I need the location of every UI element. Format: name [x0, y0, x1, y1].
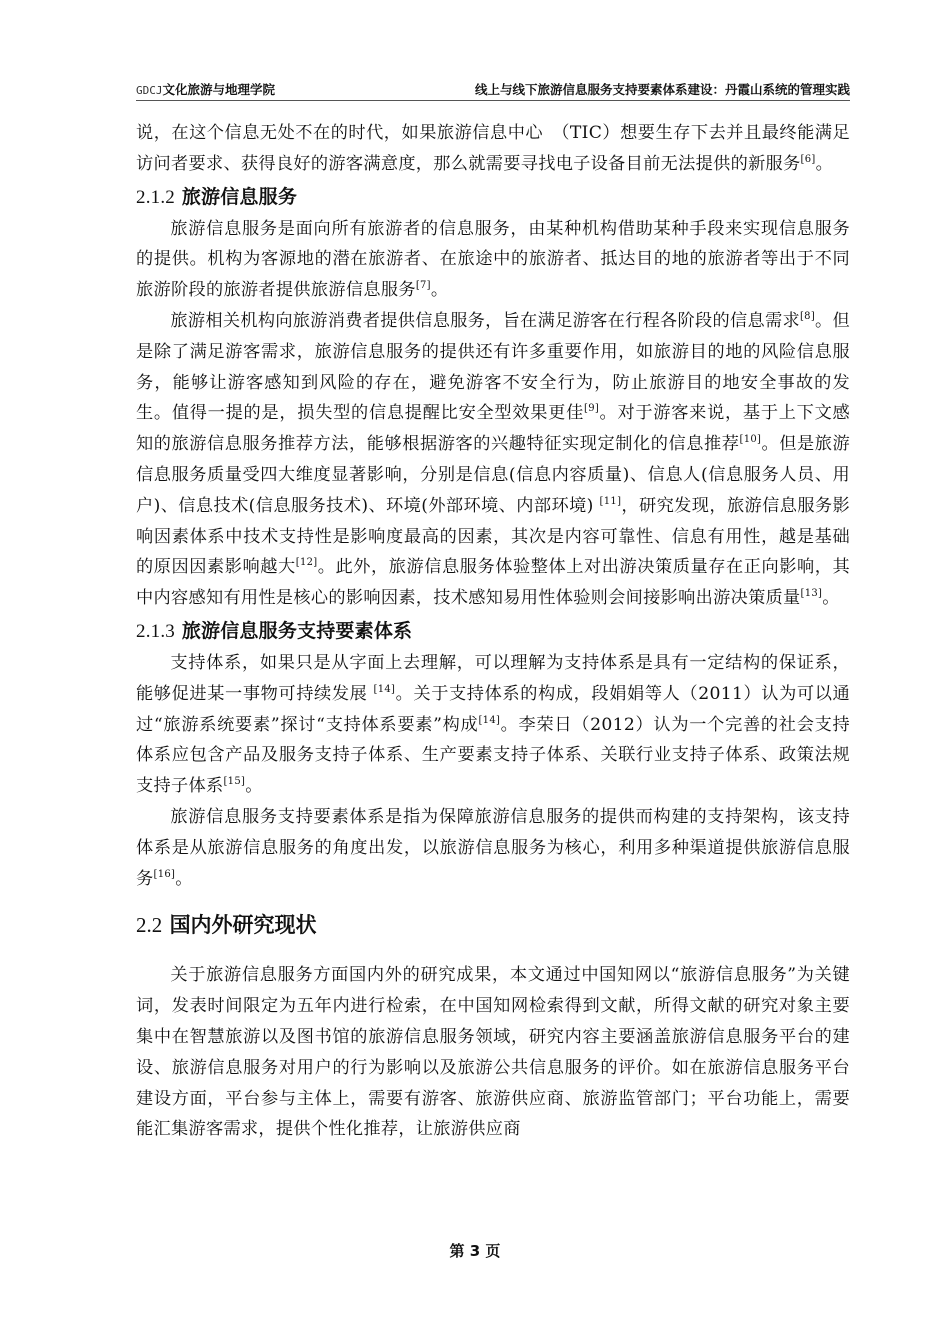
paragraph-text: 。对于游客来说，基于上下文感知的旅游信息服务推荐方法，能够根据游客的兴趣特征实现定制化的信息推荐	[136, 403, 850, 455]
punctuation: 。	[175, 868, 193, 889]
heading-title: 国内外研究现状	[169, 913, 317, 938]
paragraph-text: 关于旅游信息服务方面国内外的研究成果，本文通过中国知网以“旅游信息服务”为关键词，发表时间限定为五年内进行检索，在中国知网检索得到文献，所得文献的研究对象主要集中在智慧旅游以及图书馆的旅游信息服务领域，研究内容主要涵盖旅游信息服务平台的建设、旅游信息服务对用户的行为影响以及旅游公共信息服务的评价。如在旅游信息服务平台建设方面，平台参与主体上，需要有游客、旅游供应商、旅游监管部门；平台功能上，需要能汇集游客需求，提供个性化推荐，让旅游供应商	[136, 965, 850, 1140]
citation-ref: [13]	[800, 588, 823, 600]
paragraph-text: 。关于支持体系的构成，段娟娟等人（2011）认为可以通过“旅游系统要素”探讨“支持体系要素”构成	[136, 683, 850, 735]
paragraph	[136, 306, 850, 614]
header-code: GDCJ	[136, 84, 163, 97]
page-body	[136, 118, 850, 1145]
citation-ref: [16]	[153, 868, 176, 880]
header-school-name: 文化旅游与地理学院	[162, 82, 276, 97]
heading-number: 2.1.2	[136, 186, 175, 208]
paragraph	[136, 960, 850, 1145]
citation-ref: [7]	[415, 280, 431, 292]
paragraph-text: ，研究发现，旅游信息服务影响因素体系中技术支持性是影响度最高的因素，其次是内容可靠性、信息有用性，越是基础的原因因素影响越大	[136, 495, 850, 578]
punctuation: 。	[815, 153, 834, 174]
punctuation: 。	[430, 280, 449, 301]
heading-2-1-2	[136, 182, 850, 213]
paragraph-text: 旅游信息服务是面向所有旅游者的信息服务，由某种机构借助某种手段来实现信息服务的提供。机构为客源地的潜在旅游者、在旅途中的旅游者、抵达目的地的旅游者等出于不同旅游阶段的旅游者提供旅游信息服务	[136, 218, 850, 301]
page-number: 第 3 页	[449, 1242, 501, 1260]
citation-ref: [14]	[478, 714, 501, 726]
header-divider	[136, 100, 850, 101]
running-header	[136, 78, 850, 100]
paragraph-text: 。此外，旅游信息服务体验整体上对出游决策质量存在正向影响，其中内容感知有用性是核心的影响因素，技术感知易用性体验则会间接影响出游决策质量	[136, 557, 850, 609]
paragraph-text: 。但是旅游信息服务质量受四大维度显著影响，分别是信息(信息内容质量)、信息人(信息服务人员、用户)、信息技术(信息服务技术)、环境(外部环境、内部环境)	[136, 434, 850, 516]
citation-ref: [15]	[223, 776, 246, 788]
header-institution	[136, 80, 275, 98]
paragraph-text: 。李荣日（2012）认为一个完善的社会支持体系应包含产品及服务支持子体系、生产要素支持子体系、关联行业支持子体系、政策法规支持子体系	[136, 714, 850, 797]
punctuation: 。	[822, 588, 840, 609]
header-paper-title: 线上与线下旅游信息服务支持要素体系建设：丹霞山系统的管理实践	[474, 82, 850, 97]
paragraph	[136, 802, 850, 894]
paragraph-text: 旅游相关机构向旅游消费者提供信息服务，旨在满足游客在行程各阶段的信息需求	[170, 310, 800, 331]
paragraph-text: 支持体系，如果只是从字面上去理解，可以理解为支持体系是具有一定结构的保证系，能够促进某一事物可持续发展	[136, 652, 850, 704]
paragraph-continued	[136, 118, 850, 180]
paragraph-text: 。但是除了满足游客需求，旅游信息服务的提供还有许多重要作用，如旅游目的地的风险信息服务，能够让游客感知到风险的存在，避免游客不安全行为，防止旅游目的地安全事故的发生。值得一提的是，损失型的信息提醒比安全型效果更佳	[136, 310, 851, 424]
citation-ref: [11]	[599, 495, 622, 507]
heading-title: 旅游信息服务	[181, 185, 298, 208]
heading-number: 2.2	[136, 913, 163, 938]
paragraph-text: 说，在这个信息无处不在的时代，如果旅游信息中心 （TIC）想要生存下去并且最终能满足访问者要求、获得良好的游客满意度，那么就需要寻找电子设备目前无法提供的新服务	[136, 123, 850, 174]
heading-number: 2.1.3	[136, 620, 175, 642]
citation-ref: [6]	[800, 153, 816, 165]
paragraph-text: 旅游信息服务支持要素体系是指为保障旅游信息服务的提供而构建的支持架构，该支持体系是从旅游信息服务的角度出发，以旅游信息服务为核心，利用多种渠道提供旅游信息服务	[136, 806, 850, 889]
citation-ref: [12]	[295, 557, 318, 569]
paragraph	[136, 648, 850, 802]
citation-ref: [14]	[373, 683, 396, 695]
paragraph	[136, 214, 850, 306]
heading-2-1-3	[136, 616, 850, 647]
citation-ref: [9]	[584, 403, 600, 415]
heading-2-2	[136, 908, 850, 942]
heading-title: 旅游信息服务支持要素体系	[181, 619, 413, 642]
citation-ref: [10]	[739, 434, 762, 446]
punctuation: 。	[245, 776, 263, 797]
citation-ref: [8]	[799, 310, 816, 322]
